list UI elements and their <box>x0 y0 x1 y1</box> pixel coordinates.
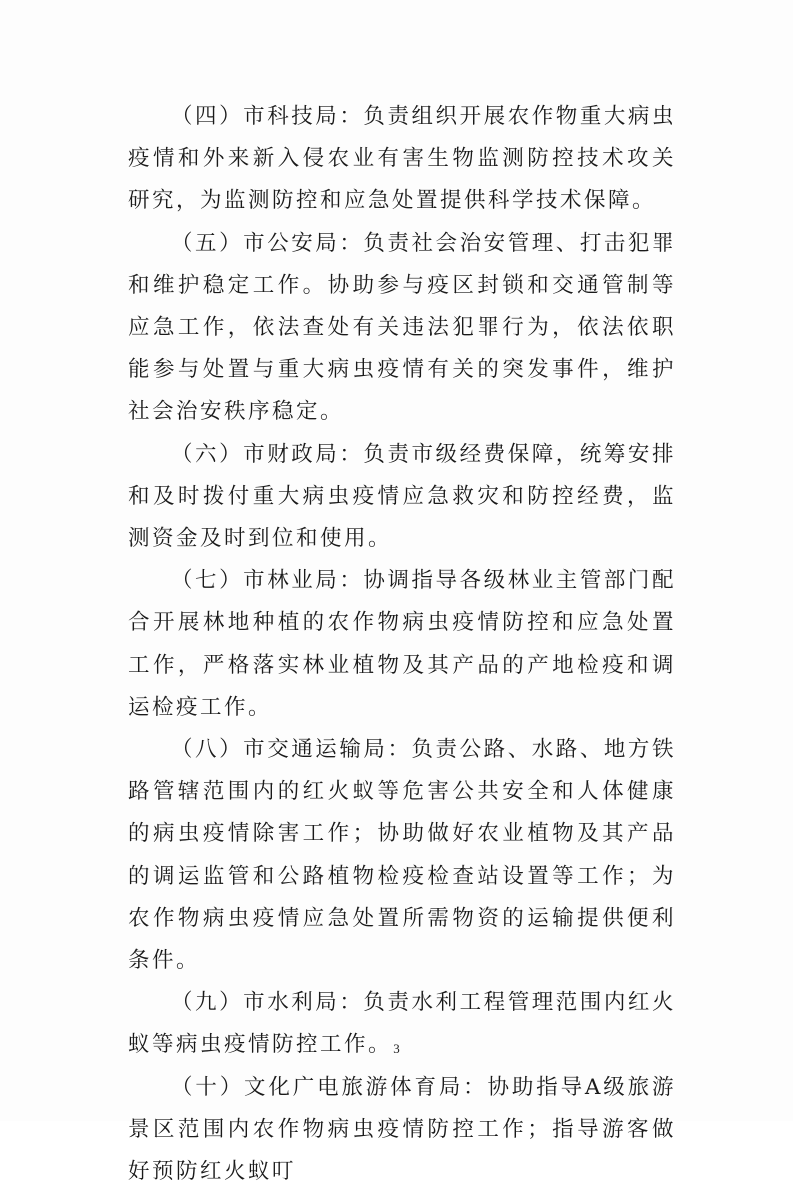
document-body <box>128 96 676 1193</box>
paragraph-culture-tourism-bureau: （十）文化广电旅游体育局：协助指导A级旅游景区范围内农作物病虫疫情防控工作；指导游客做好预防红火蚁叮 <box>128 1074 676 1185</box>
paragraph-finance-bureau: （六）市财政局：负责市级经费保障，统筹安排和及时拨付重大病虫疫情应急救灾和防控经费，监测资金及时到位和使用。 <box>128 441 676 552</box>
paragraph-public-security-bureau: （五）市公安局：负责社会治安管理、打击犯罪和维护稳定工作。协助参与疫区封锁和交通管制等应急工作，依法查处有关违法犯罪行为，依法依职能参与处置与重大病虫疫情有关的突发事件，维护社会治安秩序稳定。 <box>128 230 676 425</box>
page-number: 3 <box>393 1041 400 1056</box>
paragraph-forestry-bureau: （七）市林业局：协调指导各级林业主管部门配合开展林地种植的农作物病虫疫情防控和应急处置工作，严格落实林业植物及其产品的产地检疫和调运检疫工作。 <box>128 568 676 720</box>
paragraph-science-bureau: （四）市科技局：负责组织开展农作物重大病虫疫情和外来新入侵农业有害生物监测防控技术攻关研究，为监测防控和应急处置提供科学技术保障。 <box>128 104 676 214</box>
paragraph-transport-bureau: （八）市交通运输局：负责公路、水路、地方铁路管辖范围内的红火蚁等危害公共安全和人体健康的病虫疫情除害工作；协助做好农业植物及其产品的调运监管和公路植物检疫检查站设置等工作；为农作物病虫疫情应急处置所需物资的运输提供便利条件。 <box>128 737 676 974</box>
paragraph-water-bureau: （九）市水利局：负责水利工程管理范围内红火蚁等病虫疫情防控工作。 <box>128 990 676 1058</box>
